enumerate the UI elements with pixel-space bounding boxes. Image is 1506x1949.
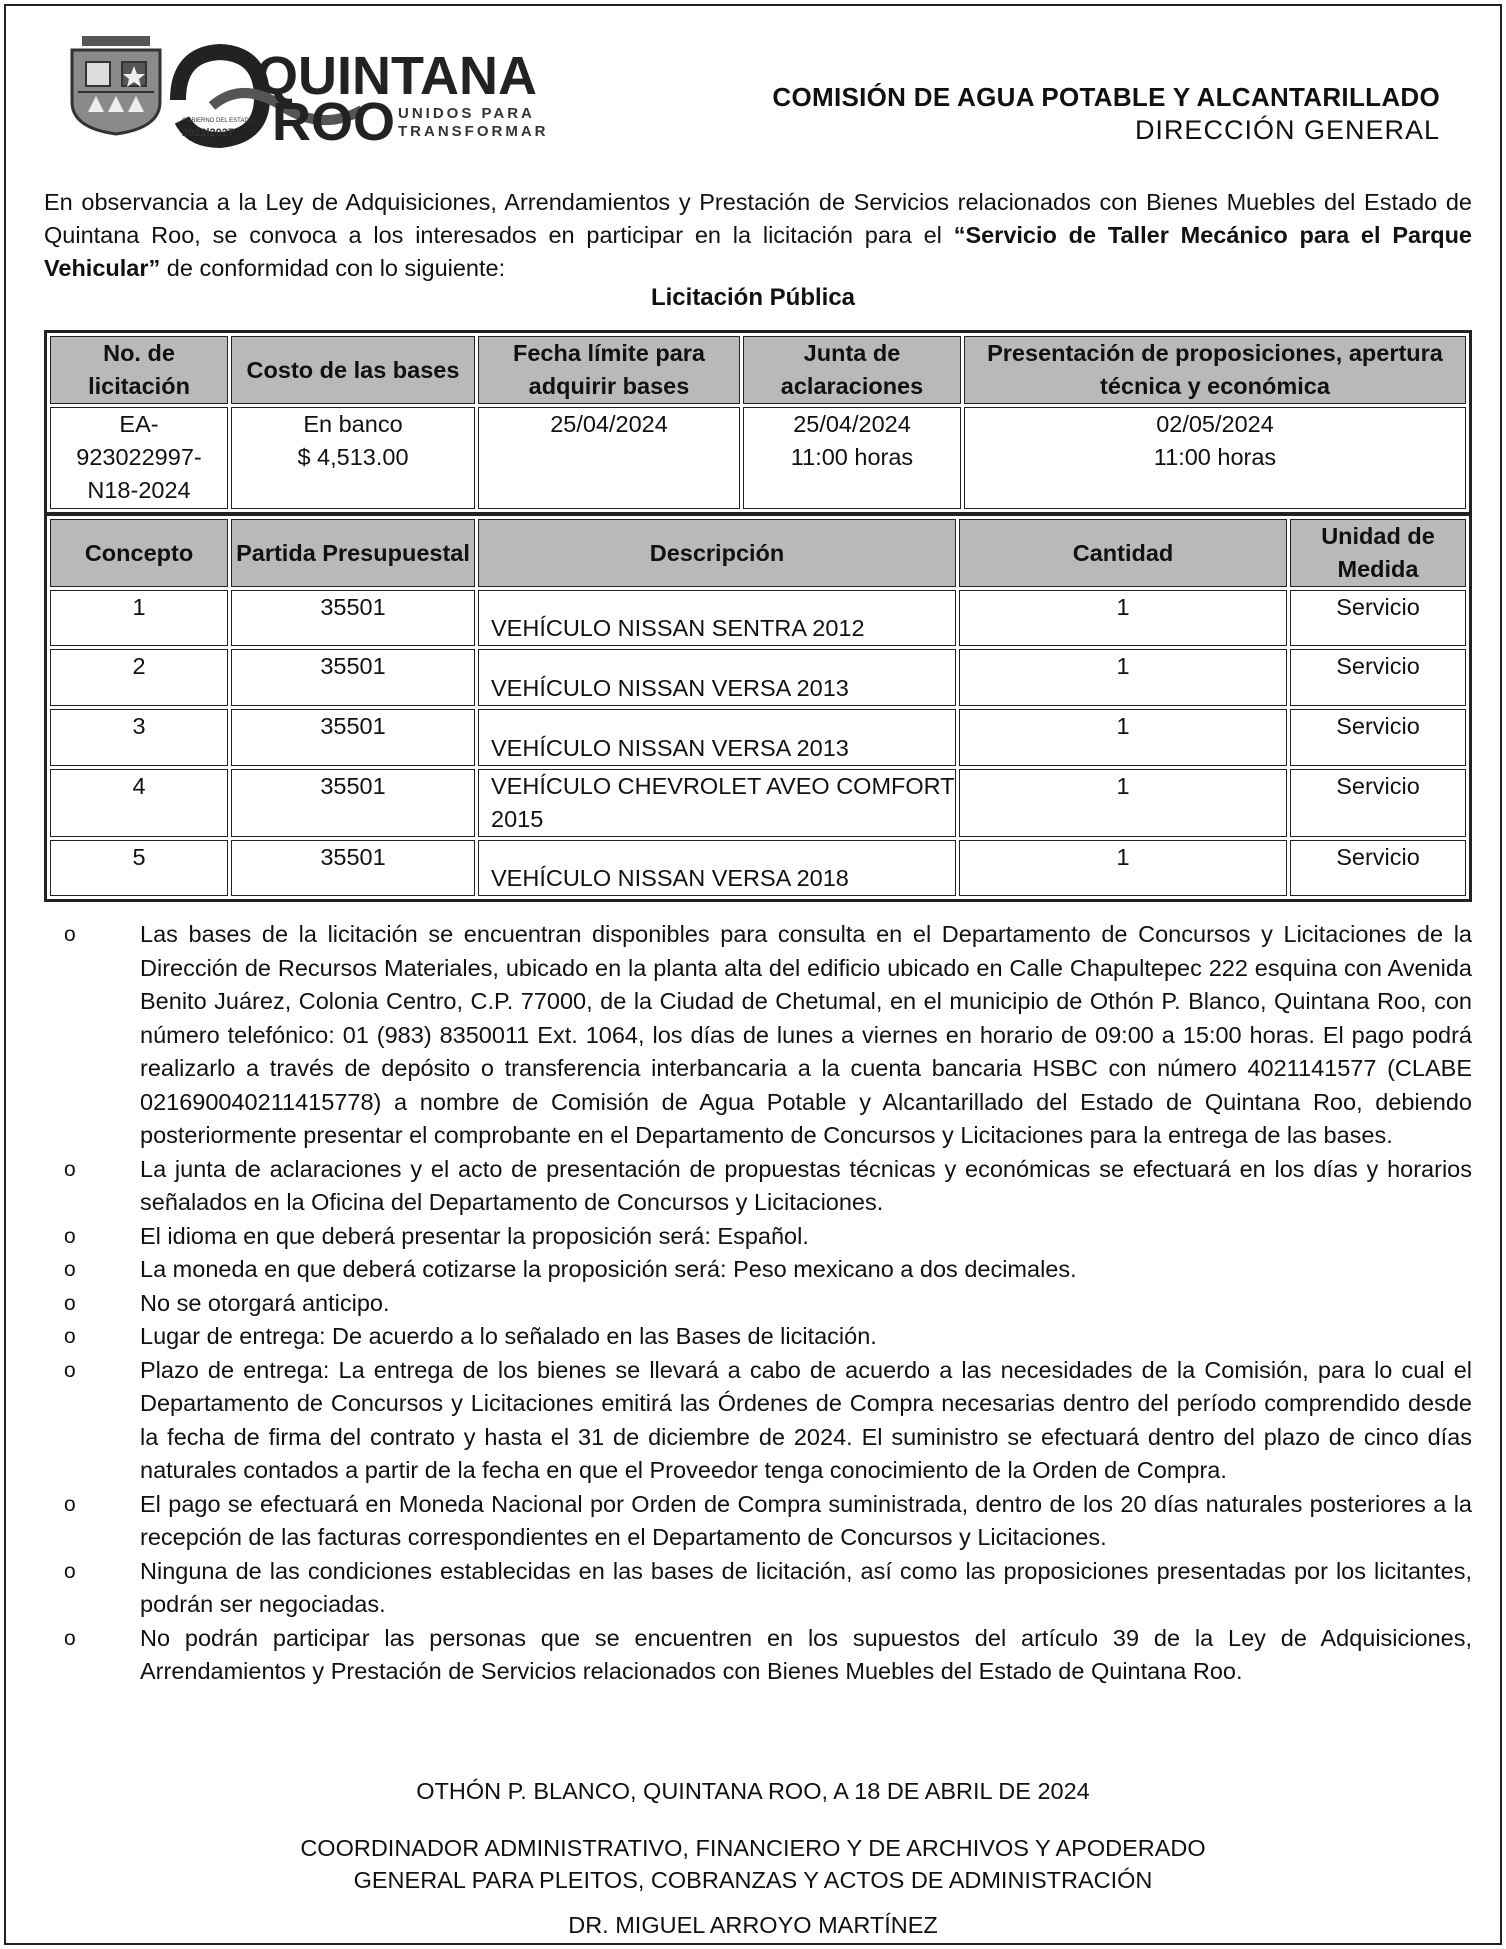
bullet-marker: o [64,1358,76,1382]
list-item-text: Plazo de entrega: La entrega de los bienes se llevará a cabo de acuerdo a las necesidades de la Comisión, para lo cual el Departamento de Concursos y Licitaciones emitirá las Órdenes de Compra necesarias dentro del período comprendido desde la fecha de firma del contrato y hasta el 31 de diciembre de 2024. El suministro se efectuará dentro del plazo de cinco días naturales contados a partir de la fecha en que el Proveedor tenga conocimiento de la Orden de Compra. [140,1356,1472,1483]
bullet-marker: o [64,1559,76,1583]
list-item [44,1287,1472,1321]
section-title: Licitación Pública [650,284,856,311]
row-partida: 35501 [231,649,475,706]
row-concept: 4 [50,769,228,837]
header-costo-bases: Costo de las bases [231,336,475,404]
signer-title-line2: GENERAL PARA PLEITOS, COBRANZAS Y ACTOS DE ADMINISTRACIÓN [353,1867,1153,1893]
intro-text-before: En observancia a la Ley de Adquisiciones, Arrendamientos y Prestación de Servicios relacionados con Bienes Muebles del Estado de Quintana Roo, se convoca a los interesados en participar en la licitación para el [44,189,1472,248]
bullet-marker: o [64,1626,76,1650]
tender-opening-time: 11:00 horas [1153,444,1277,470]
header-no-licitacion: No. de licitación [50,336,228,404]
org-name: COMISIÓN DE AGUA POTABLE Y ALCANTARILLADO [772,82,1440,112]
row-description: VEHÍCULO NISSAN VERSA 2018 [478,840,956,896]
table-row [50,840,1466,896]
intro-paragraph [44,186,1472,285]
tender-number [50,407,228,509]
items-table-header [50,519,1466,587]
row-partida: 35501 [231,590,475,646]
bullet-marker: o [64,923,76,946]
row-partida: 35501 [231,840,475,896]
tender-number-l3: N18-2024 [87,477,191,503]
bullet-marker: o [64,1258,76,1281]
notice-page [4,4,1502,1945]
row-description: VEHÍCULO NISSAN VERSA 2013 [478,649,956,706]
list-item-text: La moneda en que deberá cotizarse la proposición será: Peso mexicano a dos decimales. [140,1256,1077,1282]
header [6,6,1500,166]
list-item-text: Las bases de la licitación se encuentran disponibles para consulta en el Departamento de Concursos y Licitaciones de la Dirección de Recursos Materiales, ubicado en la planta alta del edificio ubicado en Calle Chapultepec 222 esquina con Avenida Benito Juárez, Colonia Centro, C.P. 77000, de la Ciudad de Chetumal, en el municipio de Othón P. Blanco, Quintana Roo, con número telefónico: 01 (983) 8350011 Ext. 1064, los días de lunes a viernes en horario de 09:00 a 15:00 horas. El pago podrá realizarlo a través de depósito o transferencia interbancaria a la cuenta bancaria HSBC con número 4021141577 (CLABE 021690040211415778) a nombre de Comisión de Agua Potable y Alcantarillado del Estado de Quintana Roo, debiendo posteriormente presentar el comprobante en el Departamento de Concursos y Licitaciones para la entrega de las bases. [140,921,1472,1148]
logo-word2: ROO [272,92,396,152]
bullet-marker: o [64,1224,76,1248]
header-fecha-limite: Fecha límite para adquirir bases [478,336,740,404]
header-descripcion: Descripción [478,519,956,587]
row-description: VEHÍCULO NISSAN VERSA 2013 [478,709,956,766]
tender-deadline [478,407,740,509]
table-row [50,709,1466,766]
tender-cost [231,407,475,509]
list-item [44,1488,1472,1555]
list-item-text: El pago se efectuará en Moneda Nacional por Orden de Compra suministrada, dentro de los 20 días naturales posteriores a la recepción de las facturas correspondientes en el Departamento de Concursos y Licitaciones. [140,1490,1472,1550]
table-row [50,590,1466,646]
row-qty: 1 [959,590,1287,646]
list-item-text: No se otorgará anticipo. [140,1289,390,1316]
table-row [50,769,1466,837]
tender-meeting-time: 11:00 horas [790,444,914,470]
tender-number-l2: 923022997- [76,444,202,470]
list-item-text: La junta de aclaraciones y el acto de presentación de propuestas técnicas y económicas se efectuará en los días y horarios señalados en la Oficina del Departamento de Concursos y Licitaciones. [140,1155,1472,1215]
signer-title [6,1832,1500,1896]
list-item [44,1220,1472,1254]
row-concept: 5 [50,840,228,896]
tender-cost-l1: En banco [303,411,403,437]
list-item [44,1622,1472,1689]
row-unit: Servicio [1290,840,1466,896]
logo-small2: 2022|2027 [182,127,235,139]
bullet-marker: o [64,1291,76,1315]
row-partida: 35501 [231,709,475,766]
conditions-list [44,918,1472,1689]
row-qty: 1 [959,840,1287,896]
row-description: VEHÍCULO NISSAN SENTRA 2012 [478,590,956,646]
row-unit: Servicio [1290,590,1466,646]
header-partida: Partida Presupuestal [231,519,475,587]
logo-small1: GOBIERNO DEL ESTADO [182,118,254,124]
items-table [44,513,1472,902]
tender-number-l1: EA- [119,411,159,437]
signer-title-line1: COORDINADOR ADMINISTRATIVO, FINANCIERO Y DE ARCHIVOS Y APODERADO [300,1835,1206,1861]
row-qty: 1 [959,769,1287,837]
row-concept: 3 [50,709,228,766]
logo-slogan1: UNIDOS PARA [398,105,535,122]
list-item-text: Lugar de entrega: De acuerdo a lo señalado en las Bases de licitación. [140,1323,877,1349]
state-seal-icon [62,32,170,138]
list-item [44,1354,1472,1488]
tender-table-header [50,336,1466,404]
intro-text-after: de conformidad con lo siguiente: [160,255,506,281]
row-concept: 1 [50,590,228,646]
header-presentacion: Presentación de proposiciones, apertura técnica y económica [964,336,1466,404]
header-junta-aclaraciones: Junta de aclaraciones [743,336,961,404]
tender-table-row [50,407,1466,509]
row-qty: 1 [959,709,1287,766]
row-unit: Servicio [1290,769,1466,837]
header-concepto: Concepto [50,519,228,587]
row-qty: 1 [959,649,1287,706]
bullet-marker: o [64,1325,76,1348]
tender-meeting [743,407,961,509]
service-name: “Servicio de Taller Mecánico para el Parque Vehicular” [44,222,1472,281]
row-description: VEHÍCULO CHEVROLET AVEO COMFORT 2015 [478,769,956,837]
bullet-marker: o [64,1492,76,1516]
row-unit: Servicio [1290,709,1466,766]
tender-table [44,330,1472,515]
tender-cost-l2: $ 4,513.00 [297,444,409,470]
place-date: OTHÓN P. BLANCO, QUINTANA ROO, A 18 DE ABRIL DE 2024 [416,1778,1090,1804]
list-item [44,918,1472,1153]
list-item-text: No podrán participar las personas que se encuentren en los supuestos del artículo 39 de la Ley de Adquisiciones, Arrendamientos y Prestación de Servicios relacionados con Bienes Muebles del Estado de Quintana Roo. [140,1624,1472,1684]
logo-word1: QUINTANA [256,46,537,106]
row-concept: 2 [50,649,228,706]
list-item [44,1153,1472,1220]
tender-opening-date: 02/05/2024 [1156,411,1274,437]
row-partida: 35501 [231,769,475,837]
tender-meeting-date: 25/04/2024 [793,411,911,437]
list-item-text: El idioma en que deberá presentar la proposición será: Español. [140,1222,809,1249]
list-item [44,1320,1472,1354]
organization [772,82,1440,146]
org-subtitle: DIRECCIÓN GENERAL [1134,115,1440,145]
bullet-marker: o [64,1157,76,1181]
row-unit: Servicio [1290,649,1466,706]
logo-slogan2: TRANSFORMAR [398,123,549,140]
list-item-text: Ninguna de las condiciones establecidas en las bases de licitación, así como las proposiciones presentadas por los licitantes, podrán ser negociadas. [140,1557,1472,1617]
header-unidad: Unidad de Medida [1290,519,1466,587]
signer-name: DR. MIGUEL ARROYO MARTÍNEZ [568,1912,938,1938]
table-row [50,649,1466,706]
list-item [44,1253,1472,1287]
tender-deadline-date: 25/04/2024 [550,411,668,437]
list-item [44,1555,1472,1622]
tender-opening [964,407,1466,509]
header-cantidad: Cantidad [959,519,1287,587]
quintana-roo-logo [172,40,549,152]
